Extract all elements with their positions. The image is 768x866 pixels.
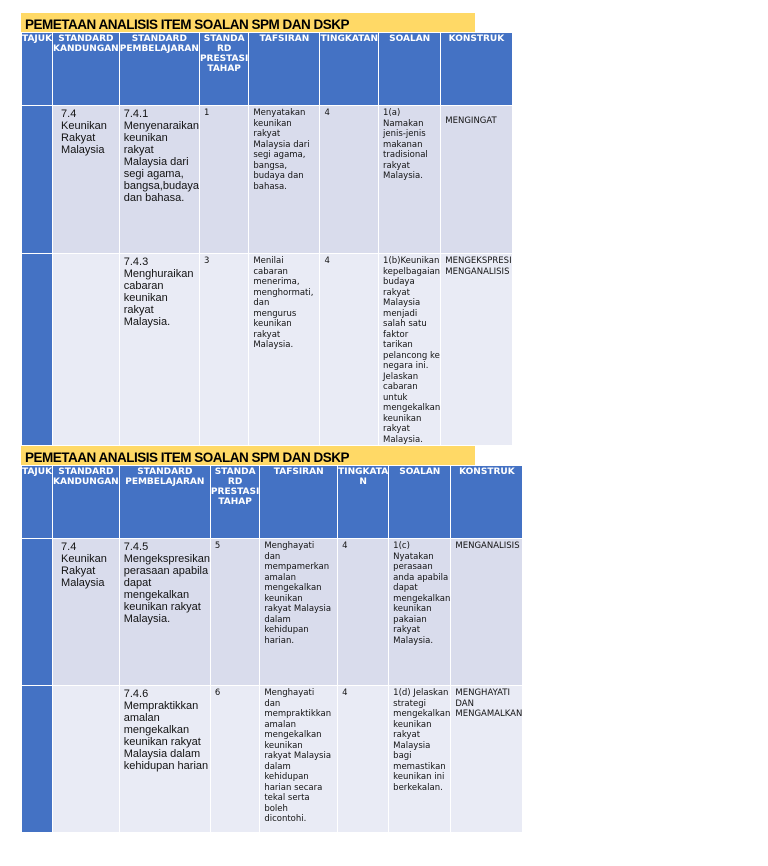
header-standard-prestasi: STANDA RD PRESTASI TAHAP (210, 466, 259, 539)
standard-kandungan-cell: 7.4 Keunikan Rakyat Malaysia (53, 539, 120, 686)
header-standard-kandungan: STANDARD KANDUNGAN (53, 466, 120, 539)
standard-pembelajaran-cell: 7.4.6 Mempraktikkan amalan mengekalkan keunikan rakyat Malaysia dalam kehidupan harian (119, 686, 210, 833)
soalan-cell: 1(b)Keunikan kepelbagaian budaya rakyat Malaysia menjadi salah satu faktor tarikan pelancong ke negara ini. Jelaskan cabaran untuk mengekalkan keunikan rakyat Malaysia. (379, 254, 441, 446)
table-row (22, 686, 523, 833)
block-title: PEMETAAN ANALISIS ITEM SOALAN SPM DAN DSKP (21, 446, 475, 470)
tafsiran-cell: Menghayati dan mempraktikkan amalan mengekalkan keunikan rakyat Malaysia dalam kehidupan harian secara tekal serta boleh dicontohi. (260, 686, 338, 833)
header-soalan: SOALAN (379, 33, 441, 106)
tafsiran-cell: Menghayati dan mempamerkan amalan mengekalkan keunikan rakyat Malaysia dalam kehidupan harian. (260, 539, 338, 686)
header-standard-pembelajaran: STANDARD PEMBELAJARAN (119, 33, 199, 106)
header-row (22, 466, 523, 539)
tingkatan-cell: 4 (338, 539, 389, 686)
table-row (22, 106, 513, 254)
standard-kandungan-cell: 7.4 Keunikan Rakyat Malaysia (53, 106, 120, 254)
header-tajuk: TAJUK (22, 466, 53, 539)
tingkatan-cell: 4 (320, 106, 379, 254)
standard-kandungan-cell (53, 254, 120, 446)
header-tafsiran: TAFSIRAN (260, 466, 338, 539)
soalan-cell: 1(a) Namakan jenis-jenis makanan tradisional rakyat Malaysia. (379, 106, 441, 254)
standard-prestasi-cell: 1 (199, 106, 248, 254)
tafsiran-cell: Menilai cabaran menerima, menghormati, dan mengurus keunikan rakyat Malaysia. (249, 254, 320, 446)
konstruk-cell: MENGANALISIS (451, 539, 523, 686)
header-row (22, 33, 513, 106)
tafsiran-cell: Menyatakan keunikan rakyat Malaysia dari segi agama, bangsa, budaya dan bahasa. (249, 106, 320, 254)
block-title: PEMETAAN ANALISIS ITEM SOALAN SPM DAN DSKP (21, 13, 475, 37)
header-tajuk: TAJUK (22, 33, 53, 106)
tajuk-cell (22, 539, 53, 686)
header-tafsiran: TAFSIRAN (249, 33, 320, 106)
konstruk-cell: MENGEKSPRESI MENGANALISIS (441, 254, 512, 446)
standard-prestasi-cell: 5 (210, 539, 259, 686)
soalan-cell: 1(d) Jelaskan strategi mengekalkan keunikan rakyat Malaysia bagi memastikan keunikan ini berkekalan. (389, 686, 451, 833)
tingkatan-cell: 4 (338, 686, 389, 833)
standard-pembelajaran-cell: 7.4.5 Mengekspresikan perasaan apabila dapat mengekalkan keunikan rakyat Malaysia. (119, 539, 210, 686)
konstruk-cell: MENGHAYATI DAN MENGAMALKAN (451, 686, 523, 833)
mapping-table (21, 32, 513, 446)
header-standard-pembelajaran: STANDARD PEMBELAJARAN (119, 466, 210, 539)
header-standard-kandungan: STANDARD KANDUNGAN (53, 33, 120, 106)
mapping-table (21, 465, 523, 833)
standard-pembelajaran-cell: 7.4.1 Menyenaraikan keunikan rakyat Malaysia dari segi agama, bangsa,budaya dan bahasa. (119, 106, 199, 254)
tajuk-cell (22, 254, 53, 446)
table-row (22, 254, 513, 446)
tingkatan-cell: 4 (320, 254, 379, 446)
standard-kandungan-cell (53, 686, 120, 833)
standard-prestasi-cell: 3 (199, 254, 248, 446)
standard-pembelajaran-cell: 7.4.3 Menghuraikan cabaran keunikan rakyat Malaysia. (119, 254, 199, 446)
konstruk-cell: MENGINGAT (441, 106, 512, 254)
tajuk-cell (22, 106, 53, 254)
header-soalan: SOALAN (389, 466, 451, 539)
header-konstruk: KONSTRUK (451, 466, 523, 539)
soalan-cell: 1(c) Nyatakan perasaan anda apabila dapat mengekalkan keunikan pakaian rakyat Malaysia. (389, 539, 451, 686)
tajuk-cell (22, 686, 53, 833)
standard-prestasi-cell: 6 (210, 686, 259, 833)
header-tingkatan: TINGKATAN (320, 33, 379, 106)
table-row (22, 539, 523, 686)
header-konstruk: KONSTRUK (441, 33, 512, 106)
header-tingkatan: TINGKATA N (338, 466, 389, 539)
header-standard-prestasi: STANDA RD PRESTASI TAHAP (199, 33, 248, 106)
